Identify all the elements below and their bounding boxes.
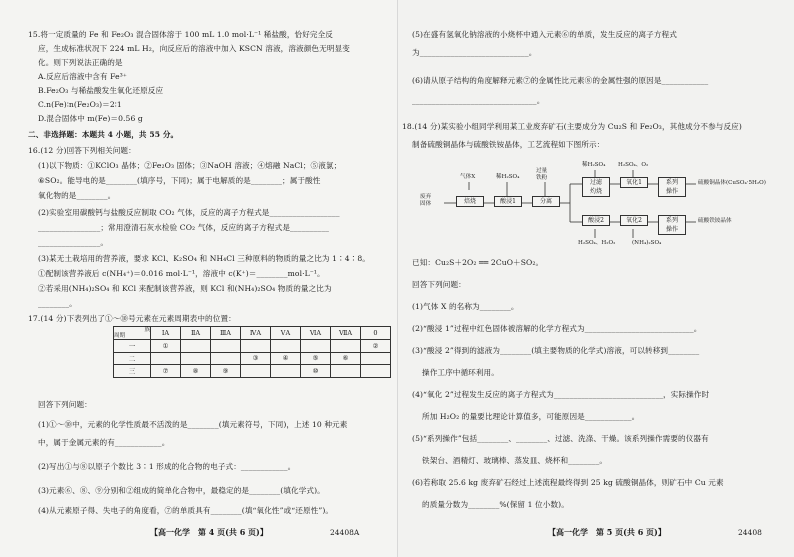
- q16-part1-line3: 氧化物的是________。: [38, 191, 116, 200]
- q18-answer-prompt: 回答下列问题：: [412, 280, 466, 289]
- group-header: ⅦA: [331, 327, 361, 340]
- table-cell: ⑦: [151, 365, 181, 378]
- table-header-row: [114, 327, 391, 340]
- group-header: 0: [361, 327, 391, 340]
- flow-h2o2: H₂SO₄、H₂O₂: [578, 240, 616, 246]
- group-header: ⅣA: [241, 327, 271, 340]
- flow-h2so4-1: 稀H₂SO₄: [496, 174, 520, 180]
- flow-ox1: 氧化1: [620, 177, 648, 188]
- table-cell: ⑨: [211, 365, 241, 378]
- table-cell: ⑥: [331, 352, 361, 365]
- q18-stem-1: 18.(14 分)某实验小组同学利用某工业废弃矿石(主要成分为 Cu₂S 和 Fe₂O₃，其他成分不参与反应): [402, 122, 742, 131]
- q17-part4: (4)从元素原子得、失电子的角度看，⑦的单质具有________(填“氧化性”或“还原性”)。: [38, 506, 334, 515]
- q15-option-b: B.Fe₂O₃ 与稀盐酸发生氧化还原反应: [38, 86, 164, 95]
- q17-part5-line1: (5)在盛有氢氧化钠溶液的小烧杯中通入元素⑥的单质，发生反应的离子方程式: [412, 30, 677, 39]
- q17-part6-line1: (6)请从原子结构的角度解释元素⑦的金属性比元素⑧的金属性强的原因是____________: [412, 76, 709, 85]
- q17-part3: (3)元素⑥、⑧、⑨分别和②组成的简单化合物中，最稳定的是________(填化学式)。: [38, 486, 325, 495]
- q17-stem: 17.(14 分)下表列出了①～⑩号元素在元素周期表中的位置：: [28, 314, 236, 323]
- q18-known: 已知：Cu₂S＋2O₂ ══ 2CuO＋SO₂。: [412, 258, 544, 267]
- q15-option-a: A.反应后溶液中含有 Fe³⁺: [38, 72, 127, 81]
- table-cell: [361, 352, 391, 365]
- flow-start: 废弃 固体: [420, 194, 432, 207]
- table-cell: ①: [151, 340, 181, 353]
- table-cell: [151, 352, 181, 365]
- table-cell: [271, 365, 301, 378]
- table-cell: [181, 340, 211, 353]
- flow-filter: 过滤 灼烧: [582, 177, 610, 197]
- table-row: [114, 340, 391, 353]
- table-cell: [271, 340, 301, 353]
- flow-h2so4-2: 稀H₂SO₄: [582, 162, 606, 168]
- flow-roast: 焙烧: [456, 196, 484, 207]
- table-corner-cell: [114, 327, 151, 340]
- group-header: ⅡA: [181, 327, 211, 340]
- q15-option-d: D.混合固体中 m(Fe)＝0.56 g: [38, 114, 143, 123]
- flow-o2: H₂SO₄、O₂: [618, 162, 649, 168]
- table-cell: [361, 365, 391, 378]
- q17-part5-line2: 为____________________________。: [412, 48, 537, 57]
- q18-part5-line2: 铁架台、酒精灯、玻璃棒、蒸发皿、烧杯和________。: [422, 456, 608, 465]
- q16-part3-line3: ②若采用(NH₄)₂SO₄ 和 KCl 来配制该营养液，则 KCl 和(NH₄)₂SO₄ 物质的量之比为: [38, 284, 332, 293]
- q15-option-c: C.n(Fe)∶n(Fe₂O₃)＝2∶1: [38, 100, 122, 109]
- table-cell: [301, 340, 331, 353]
- flow-product2: 硫酸铁铵晶体: [698, 218, 732, 224]
- table-cell: ②: [361, 340, 391, 353]
- q18-part3-line2: 操作工序中循环利用。: [422, 368, 499, 377]
- q17-part2: (2)写出①与⑧以原子个数比 3∶1 形成的化合物的电子式：____________。: [38, 462, 296, 471]
- flow-nh4so4: (NH₄)₂SO₄: [632, 240, 662, 246]
- flow-gas-x: 气体X: [460, 174, 476, 180]
- table-cell: ③: [241, 352, 271, 365]
- page-footer: 【高一化学 第 4 页(共 6 页)】: [150, 527, 268, 537]
- table-row: [114, 352, 391, 365]
- flow-split: 分离: [532, 196, 560, 207]
- period-label: 二: [114, 352, 151, 365]
- group-header: ⅢA: [211, 327, 241, 340]
- q15-stem-2: 应，生成标准状况下 224 mL H₂，向反应后的溶液中加入 KSCN 溶液，溶液颜色无明显变: [38, 44, 350, 53]
- flow-leach1: 酸浸1: [494, 196, 522, 207]
- flow-ox2: 氧化2: [620, 215, 648, 226]
- q18-part5-line1: (5)“系列操作”包括________、________、过滤、洗涤、干燥。该系列操作需要的仪器有: [412, 434, 709, 443]
- q18-part6-line2: 的质量分数为________%(保留 1 位小数)。: [422, 500, 569, 509]
- q18-part6-line1: (6)若称取 25.6 kg 废弃矿石经过上述流程最终得到 25 kg 硫酸铜晶体，则矿石中 Cu 元素: [412, 478, 724, 487]
- table-cell: [331, 365, 361, 378]
- q16-part3-line1: (3)某无土栽培用的营养液，要求 KCl、K₂SO₄ 和 NH₄Cl 三种原料的物质的量之比为 1∶4∶8。: [38, 254, 370, 263]
- group-header: ⅤA: [271, 327, 301, 340]
- period-label: 三: [114, 365, 151, 378]
- table-cell: ⑧: [181, 365, 211, 378]
- group-header: ⅥA: [301, 327, 331, 340]
- q16-part2-line1: (2)实验室用碳酸钙与盐酸反应制取 CO₂ 气体，反应的离子方程式是__________________: [38, 208, 340, 217]
- table-cell: ⑤: [301, 352, 331, 365]
- table-cell: [241, 340, 271, 353]
- q18-part1: (1)气体 X 的名称为________。: [412, 302, 519, 311]
- flow-leach2: 酸浸2: [582, 215, 610, 226]
- flow-series2: 系列 操作: [658, 215, 686, 235]
- table-cell: [211, 340, 241, 353]
- q17-part1-line2: 中，属于金属元素的有____________。: [38, 438, 170, 447]
- flow-product1: 硫酸铜晶体(CuSO₄·5H₂O): [698, 180, 766, 186]
- q18-part4-line1: (4)“氧化 2”过程发生反应的离子方程式为____________________________，实际操作时: [412, 390, 710, 399]
- section-heading: 二、非选择题：本题共 4 小题，共 55 分。: [28, 130, 179, 139]
- q18-part3-line1: (3)“酸浸 2”得到的滤液为________(填主要物质的化学式)溶液，可以转移到________: [412, 346, 700, 355]
- period-label: 一: [114, 340, 151, 353]
- q15-stem-3: 化。则下列说法正确的是: [38, 58, 123, 67]
- q16-part3-line2: ①配制该营养液后 c(NH₄⁺)＝0.016 mol·L⁻¹，溶液中 c(K⁺)＝________mol·L⁻¹。: [38, 269, 325, 278]
- exam-code: 24408A: [330, 528, 360, 537]
- header-zhouqi: 周期: [114, 333, 126, 339]
- q16-part1-line1: (1)以下物质：①KClO₃ 晶体；②Fe₂O₃ 固体；③NaOH 溶液；④熔融 NaCl；⑤液氯；: [38, 161, 342, 170]
- q16-part2-line2: ________________；常用澄清石灰水检验 CO₂ 气体，反应的离子方程式是__________: [38, 223, 329, 232]
- table-cell: ④: [271, 352, 301, 365]
- q15-stem-1: 15.将一定质量的 Fe 和 Fe₂O₃ 混合固体溶于 100 mL 1.0 mol·L⁻¹ 稀盐酸，恰好完全反: [28, 30, 333, 39]
- table-row: [114, 365, 391, 378]
- q17-part1-line1: (1)①～⑩中，元素的化学性质最不活泼的是________(填元素符号，下同)，上述 10 种元素: [38, 420, 348, 429]
- table-cell: [211, 352, 241, 365]
- q17-answer-prompt: 回答下列问题：: [38, 400, 92, 409]
- table-cell: [241, 365, 271, 378]
- q18-part2: (2)“酸浸 1”过程中红色固体被溶解的化学方程式为____________________________。: [412, 324, 702, 333]
- periodic-table: [113, 326, 391, 378]
- q16-part2-line3: ________________。: [38, 238, 109, 247]
- header-zu: 族: [144, 327, 150, 333]
- group-header: ⅠA: [151, 327, 181, 340]
- q16-stem: 16.(12 分)回答下列相关问题：: [28, 146, 136, 155]
- flow-series: 系列 操作: [658, 177, 686, 197]
- q17-part6-line2: ________________________________。: [412, 96, 545, 105]
- exam-code: 24408: [738, 528, 762, 537]
- q16-part1-line2: ⑥SO₂。能导电的是________(填序号，下同)；属于电解质的是________；属于酸性: [38, 176, 321, 185]
- page-footer: 【高一化学 第 5 页(共 6 页)】: [548, 527, 666, 537]
- process-flow-diagram: [420, 160, 785, 255]
- q16-part3-line4: ________。: [38, 299, 77, 308]
- q18-stem-2: 制备硫酸铜晶体与硫酸铁铵晶体，工艺流程如下图所示：: [412, 140, 605, 149]
- table-cell: [331, 340, 361, 353]
- right-page: [397, 0, 794, 557]
- table-cell: ⑩: [301, 365, 331, 378]
- q18-part4-line2: 所加 H₂O₂ 的量要比理论计算值多，可能原因是____________。: [422, 412, 640, 421]
- flow-iron-powder: 过量 铁粉: [536, 168, 548, 181]
- table-cell: [181, 352, 211, 365]
